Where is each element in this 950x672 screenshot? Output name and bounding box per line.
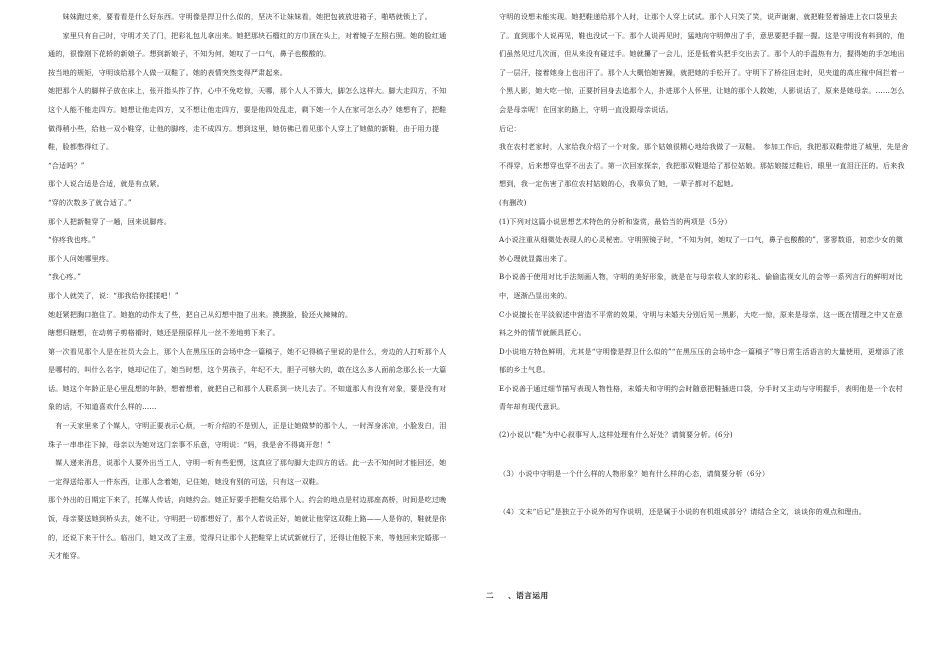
dialogue-line: 那个人问她哪里疼。: [48, 253, 114, 263]
afterword-paragraph: 我在农村老家时，人家给我介绍了一个对象。那个姑娘很精心地给我做了一双鞋。 参加工作后，我把那双鞋带进了城里，先是舍不得穿，后来想穿也穿不出去了。第一次回家探亲，我把那双鞋退给了那位姑娘。那姑娘接过鞋后，眼里一直泪汪汪的。后来我想到，我一定伤害了那位农村姑娘的心，我辜负了她，一辈子都对不起她。: [499, 142, 909, 189]
story-paragraph: 那个外出的日期定下来了，托媒人传话，向她约会。她正好要手把鞋交给那个人。约会的地点是村边那座高桥，时间是吃过晚饭，母亲要送她到桥头去，她不让。守明把一切都想好了，那个人若说正好，她就让他穿这双鞋上路——人是你的，鞋就是你的，还说下来干什么。临出门，她又改了主意，觉得只让那个人把鞋穿上试试新就行了，还得让他脱下来，等他回来完婚那一天才能穿。: [48, 495, 447, 561]
question-2: (2)小说以“鞋”为中心叙事写人,这样处理有什么好处？请简要分析。(6分): [499, 430, 733, 440]
option-e: E小说善于通过细节描写表现人物性格，未婚夫和守明约会时随意把鞋插进口袋，分手时又主动与守明握手，表明他是一个农村青年却有现代意识。: [499, 383, 903, 412]
dialogue-line: “合适吗？”: [48, 160, 85, 170]
dialogue-line: “穿的次数多了就合适了。”: [48, 197, 132, 207]
option-a: A小说注重从细微处表现人的心灵秘密。守明照镜子时，“不知为何，她叹了一口气，鼻子也酸酸的”，寥寥数语，初恋少女的微妙心理就显露出来了。: [499, 235, 903, 263]
story-paragraph: 媒人递来消息，说那个人要外出当工人，守明一听有些犯愣，这真应了那句脚大走四方的话。此一去不知何时才能回还，她一定得送给那人一件东西，让那人念着她，记住她，她没有别的可送，只有这一双鞋。: [48, 458, 447, 486]
story-paragraph: 她赶紧把胸口抱住了。她抱的动作太了些，把自己从幻想中抱了出来。摸摸脸，脸还火辣辣的。: [48, 309, 353, 319]
story-paragraph: 第一次看见那个人是在社员大会上，那个人在黑压压的会场中念一篇稿子，她不记得稿子里说的是什么，旁边的人打听那个人是哪村的，叫什么名字，她却记住了，她当时想，这个男孩子，年纪不大，胆子可够大的，敢在这么多人面前念那么长一大篇话。她这个年龄正是心里乱想的年龄，想着想着，就把自己和那个人联系到一块儿去了。不知道那人有没有对象，要是没有对象的话，不知道喜欢什么样的……: [48, 346, 447, 412]
option-b: B小说善于使用对比手法刻画人物，守明的美好形象，就是在与母亲收人家的彩礼、偷偷监视女儿的会等一系列言行的鲜明对比中，逐渐凸显出来的。: [499, 272, 903, 300]
question-3: （3）小说中守明是一个什么样的人物形象？她有什么样的心态，请简要分析（6分）: [499, 468, 770, 478]
option-c: C小说擅长在平淡叙述中营造不平常的效果，守明与未婚夫分别后见一黑影，大吃一惊，原来是母亲，这一既在情理之中又在意料之外的情节就颇具匠心。: [499, 309, 903, 338]
section-title: 、语言运用: [508, 591, 549, 600]
dialogue-line: 那个人把新鞋穿了一趟，回来说脚疼。: [48, 216, 172, 226]
spacer: [499, 417, 909, 426]
left-column: [48, 8, 453, 566]
spacer: [499, 483, 909, 503]
section-heading: [486, 590, 549, 601]
question-1-stem: (1)下列对这篇小说思想艺术特色的分析和鉴赏，最恰当的两项是（5分）: [499, 216, 732, 226]
option-d: D小说地方特色鲜明，尤其是“守明像是捍卫什么似的”“在黑压压的会场中念一篇稿子”等日常生活语言的大量使用，更增添了浓郁的乡土气息。: [499, 346, 904, 375]
story-paragraph: 妹妹跑过来，要看看是什么好东西。守明像是捍卫什么似的，坚决不让妹妹看，她把包被放进箱子，啪嗒就锁上了。: [48, 12, 432, 21]
story-paragraph: 有一天家里来了个媒人，守明正要表示心烦，一听介绍的不是别人，正是让她做梦的那个人，一时浑身冻凉，小脸发白，泪珠子一串串往下掉，母亲以为她对这门亲事不乐意，守明说：“妈，我是舍不得离开您！”: [48, 421, 447, 449]
story-paragraph: 守明的设想未能实现。她把鞋递给那个人时，让那个人穿上试试。那个人只笑了笑，说声谢谢，就把鞋竖着插进上衣口袋里去了。直到那个人说再见，鞋也没试一下。那个人说再见时，猛地向守明伸出了手，意思要把手握一握。这是守明没有料到的，他们虽然见过几次面，但从来没有碰过手。她就攥了一会儿，还是低着头把手交出去了。那个人的手温热有力，握得她的手怎地出了一层汗，接着她身上也出汗了。那个人大概怕她害躁，就把她的手松开了。守明下了桥往回走时，见夹道的高庄稼中间拦着一个黑人影，她大吃一惊，正要折回身去追那个人，扑进那个人怀里，让她的那个人救她，人影说话了，原来是她母亲。……怎么会是母亲呢！在回家的路上，守明一直没跟母亲说话。: [499, 12, 905, 114]
story-paragraph: 她把那个人的脚样子放在床上，张开指头拃了拃，心中不免吃惊，天哪，那个人人不算大，脚怎么这样大。脚大走四方，不知这个人能不能走四方。她想让他走四方，又不想让他走四方，要是他四处乱走，剩下她一个人在家可怎么办？她想有了，把鞋做得稍小些，给他一双小鞋穿，让他的脚疼，走不成四方。想到这里，她仿佛已看见那个人穿上了她做的新鞋，由于用力提鞋，脸都憋得红了。: [48, 86, 447, 152]
section-number: 二: [486, 591, 495, 600]
dialogue-line: “我心疼。”: [48, 272, 81, 282]
dialogue-line: 那个人说合适是合适，就是有点紧。: [48, 179, 164, 189]
spacer: [499, 445, 909, 465]
right-column: [499, 8, 909, 522]
abridged-note: (有删改): [499, 197, 527, 207]
story-paragraph: 家里只有自己时，守明才关了门，把彩礼包儿拿出来。她把那块石榴红的方巾顶在头上，对着镜子左照右照。她的脸红通通的，很像刚下花轿的新娘子。想到新娘子，不知为何，她叹了一口气，鼻子也酸酸的。: [48, 30, 447, 59]
story-paragraph: 按当地的规矩，守明该给那个人做一双鞋了。她的表情突然变得严肃起来。: [48, 67, 288, 77]
question-4: （4）文末“后记”是独立于小说外的写作说明，还是属于小说的有机组成部分？请结合全文，谈谈你的观点和理由。: [499, 507, 867, 517]
dialogue-line: “你疼我也疼。”: [48, 235, 96, 245]
story-paragraph: 瞎想归瞎想，在动剪子剪格褙时，她还是照原样儿一丝不差地剪下来了。: [48, 328, 280, 338]
dialogue-line: 那个人就笑了，说：“那我给你揉揉吧！”: [48, 290, 179, 300]
afterword-heading: 后记：: [499, 123, 521, 133]
